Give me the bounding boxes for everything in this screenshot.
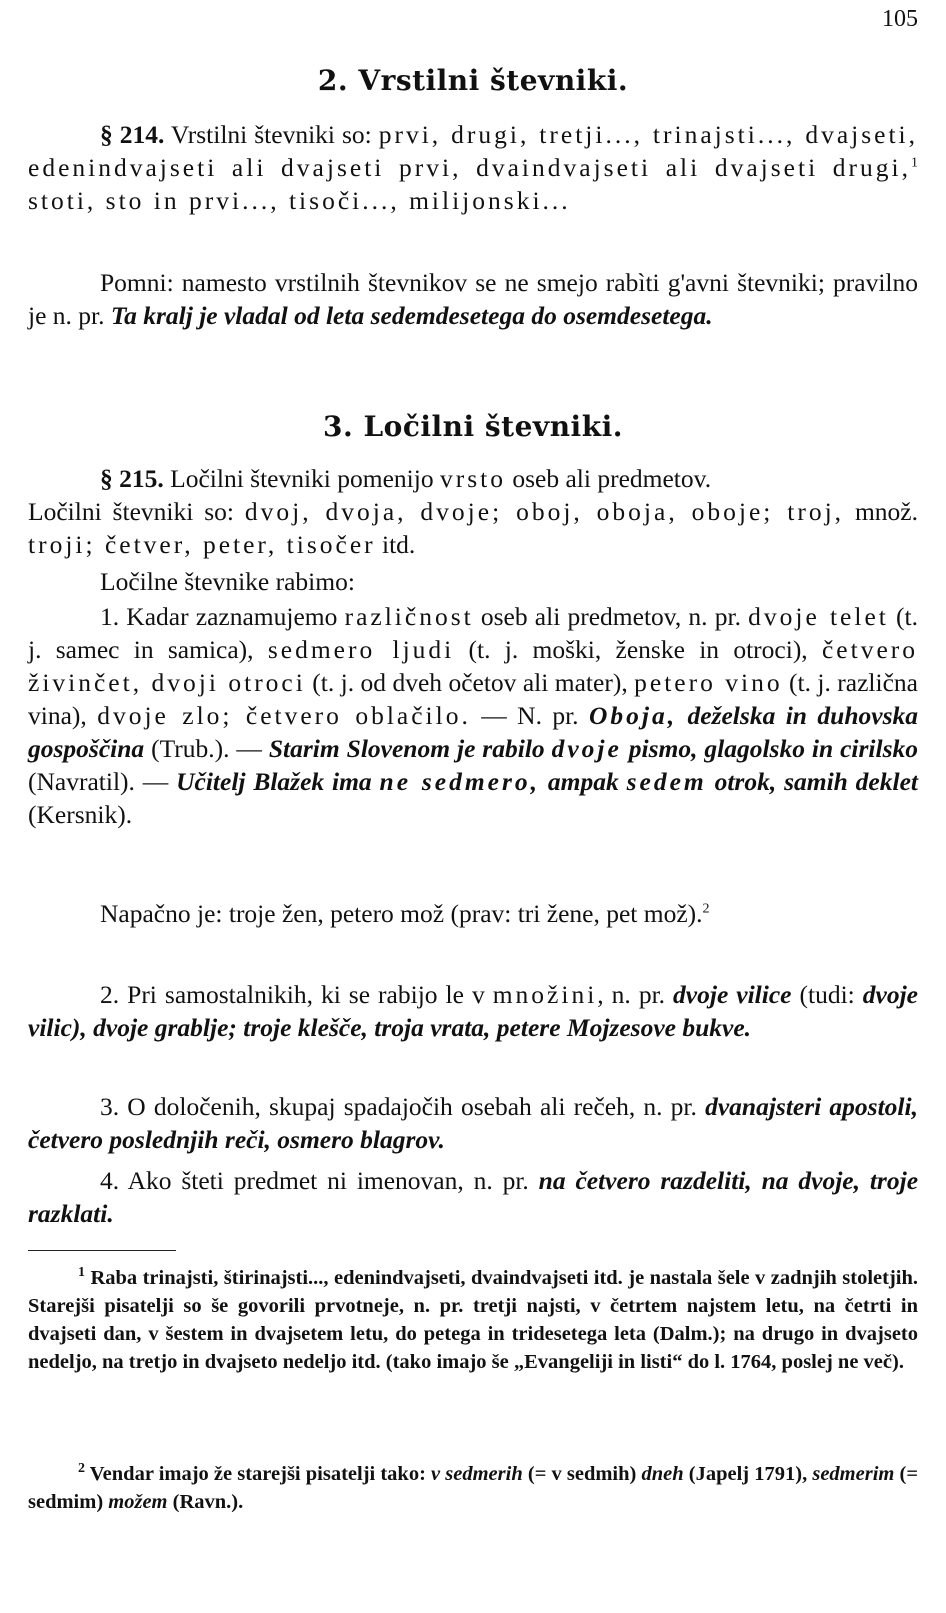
ordinal-list: prvi, drugi, tretji..., trinajsti..., dvajseti, edenindvajseti ali dvajseti prvi, dvaindvajseti ali dvajseti drugi, bbox=[28, 120, 919, 182]
section-mark-214: § 214. bbox=[100, 120, 165, 149]
paragraph-pomni: Pomni: namesto vrstilnih števnikov se ne smejo rabìti g'avni števniki; pravilno je n. pr. Ta kralj je vladal od leta sedemdesetega do osemdesetega. bbox=[28, 268, 918, 330]
footnote-2: $^2$ Vendar imajo že starejši pisatelji tako: v sedmerih (= v sedmih) dneh (Japelj 1791), sedmerim (= sedmim) možem (Ravn.). bbox=[28, 1461, 918, 1513]
section-mark-215: § 215. bbox=[100, 464, 164, 493]
footnote-mark-1: 1 bbox=[78, 1265, 85, 1281]
list-item-1: 1. Kadar zaznamujemo različnost oseb ali predmetov, n. pr. dvoje telet (t. j. samec in samica), sedmero ljudi (t. j. moški, ženske in otroci), četvero živinčet, dvoji otroci (t. j. od dveh očetov ali mater), petero vino (t. j. različna vina), dvoje zlo; četvero oblačilo. — N. pr. Oboja, deželska in duhovska gospoščina (Trub.). — Starim Slovenom je rabilo dvoje pismo, glagolsko in cirilsko (Navratil). — Učitelj Blažek ima ne sedmero, ampak sedem otrok, samih deklet (Kersnik). bbox=[28, 602, 919, 829]
list-item-3: 3. O določenih, skupaj spadajočih osebah ali rečeh, n. pr. dvanajsteri apostoli, četvero poslednjih reči, osmero blagrov. bbox=[28, 1092, 918, 1154]
book-page bbox=[28, 0, 918, 1613]
rabimo-line: Ločilne števnike rabimo: bbox=[100, 567, 355, 596]
distributive-forms: dvoj, dvoja, dvoje; oboj, oboja, oboje; troj, bbox=[244, 497, 845, 526]
footnote-divider bbox=[28, 1250, 176, 1251]
footnote-mark-2: 2 bbox=[78, 1461, 85, 1477]
section-heading-vrstilni: 2. Vrstilni števniki. bbox=[317, 64, 629, 97]
napacno-paragraph: Napačno je: troje žen, petero mož (prav: tri žene, pet mož).$^2$ bbox=[100, 899, 710, 928]
footnote-ref-2[interactable]: 2 bbox=[702, 901, 710, 917]
section-heading-locilni: 3. Ločilni števniki. bbox=[323, 410, 623, 443]
footnote-ref-1[interactable]: 1 bbox=[911, 155, 918, 171]
page-number: 105 bbox=[882, 6, 918, 32]
paragraph-214: § 214. Vrstilni števniki so: prvi, drugi, tretji..., trinajsti..., dvajseti, edenindvajseti ali dvajseti prvi, dvaindvajseti ali dvajseti drugi,$^1$ stoti, sto in prvi..., tisoči..., milijonski... bbox=[28, 120, 919, 215]
list-item-4: 4. Ako šteti predmet ni imenovan, n. pr. na četvero razdeliti, na dvoje, troje razklati. bbox=[28, 1166, 919, 1228]
list-item-2: 2. Pri samostalnikih, ki se rabijo le v množini, n. pr. dvoje vilice (tudi: dvoje vilic), dvoje grablje; troje klešče, troja vrata, petere Mojzesove bukve. bbox=[28, 980, 919, 1042]
example-sentence: Ta kralj je vladal od leta sedemdesetega do osemdesetega. bbox=[110, 301, 713, 330]
paragraph-215: § 215. Ločilni števniki pomenijo vrsto oseb ali predmetov. Ločilni števniki so: dvoj, dvoja, dvoje; oboj, oboja, oboje; troj, množ. troji; četver, peter, tisočer itd. bbox=[28, 464, 918, 559]
footnote-1: $^1$ Raba trinajsti, štirinajsti..., edenindvajseti, dvaindvajseti itd. je nastala šele v zadnjih stoletjih. Starejši pisatelji so še govorili prvotneje, n. pr. tretji najsti, v četrtem najstem letu, na četrti in dvajseti dan, v šestem in dvajsetem letu, do petega in tridesetega leta (Dalm.); na drugo in dvajseto nedeljo, na tretjo in dvajseto nedeljo itd. (tako imajo še „Evangeliji in listi“ do l. 1764, poslej ne več). bbox=[28, 1265, 918, 1373]
